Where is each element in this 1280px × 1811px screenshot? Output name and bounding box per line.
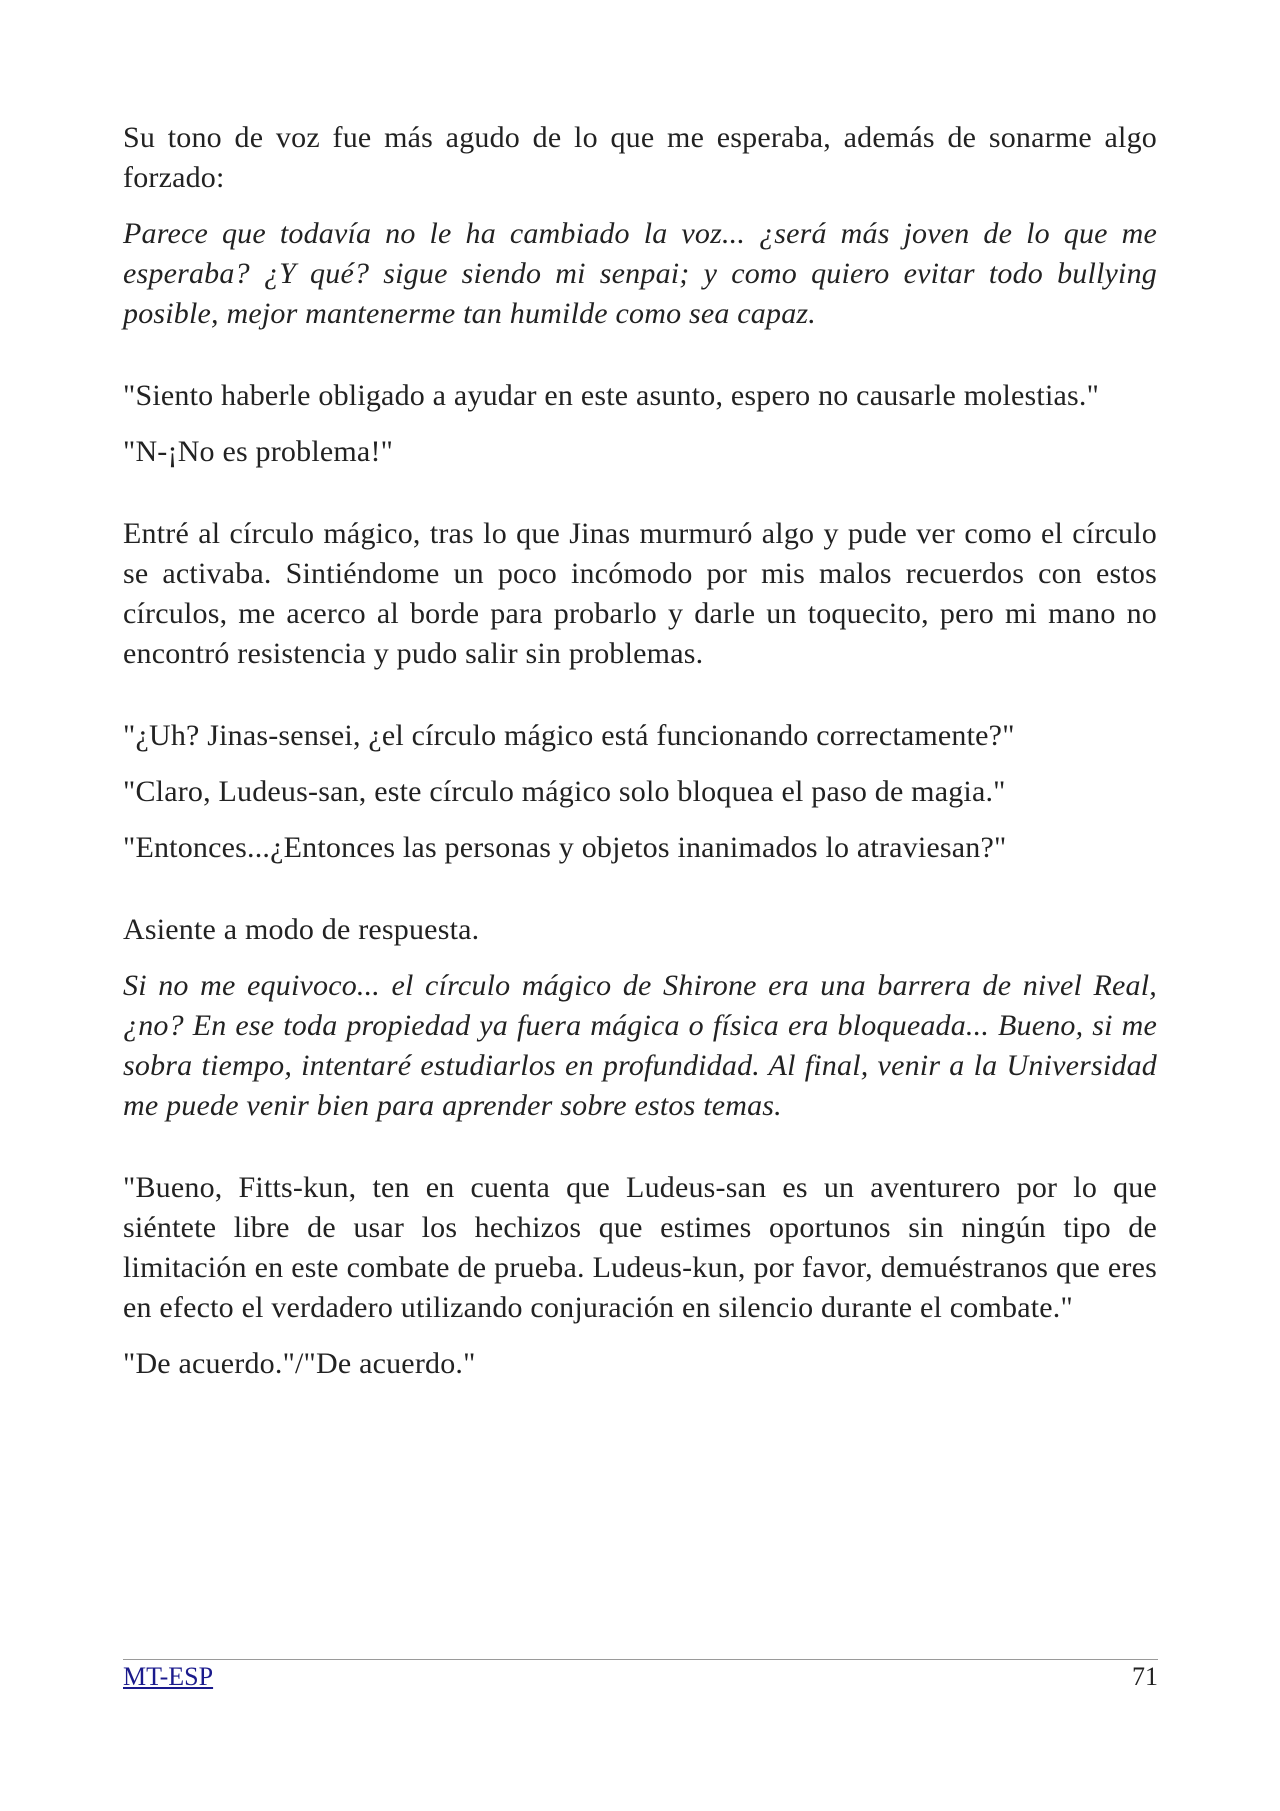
page-number: 71 bbox=[1132, 1662, 1158, 1691]
paragraph: Su tono de voz fue más agudo de lo que me esperaba, además de sonarme algo forzado: bbox=[123, 121, 1157, 194]
thought-paragraph: Parece que todavía no le ha cambiado la voz... ¿será más joven de lo que me esperaba? ¿Y qué? sigue siendo mi senpai; y como quiero evitar todo bullying posible, mejor mantenerme tan humilde como sea capaz. bbox=[123, 217, 1157, 330]
paragraph: Asiente a modo de respuesta. bbox=[123, 913, 480, 946]
thought-paragraph: Si no me equivoco... el círculo mágico de Shirone era una barrera de nivel Real, ¿no? En ese toda propiedad ya fuera mágica o física era bloqueada... Bueno, si me sobra tiempo, intentaré estudiarlos en profundidad. Al final, venir a la Universidad me puede venir bien para aprender sobre estos temas. bbox=[123, 969, 1157, 1122]
paragraph: Entré al círculo mágico, tras lo que Jinas murmuró algo y pude ver como el círculo se activaba. Sintiéndome un poco incómodo por mis malos recuerdos con estos círculos, me acerco al borde para probarlo y darle un toquecito, pero mi mano no encontró resistencia y pudo salir sin problemas. bbox=[123, 517, 1157, 670]
dialogue-line: "Entonces...¿Entonces las personas y objetos inanimados lo atraviesan?" bbox=[123, 831, 1007, 864]
page-body bbox=[123, 118, 1157, 1384]
dialogue-line: "¿Uh? Jinas-sensei, ¿el círculo mágico está funcionando correctamente?" bbox=[123, 719, 1015, 752]
dialogue-line: "Bueno, Fitts-kun, ten en cuenta que Ludeus-san es un aventurero por lo que siéntete libre de usar los hechizos que estimes oportunos sin ningún tipo de limitación en este combate de prueba. Ludeus-kun, por favor, demuéstranos que eres en efecto el verdadero utilizando conjuración en silencio durante el combate." bbox=[123, 1171, 1157, 1324]
dialogue-line: "Siento haberle obligado a ayudar en este asunto, espero no causarle molestias." bbox=[123, 379, 1100, 412]
footer-divider bbox=[123, 1659, 1158, 1660]
dialogue-line: "Claro, Ludeus-san, este círculo mágico solo bloquea el paso de magia." bbox=[123, 775, 1006, 808]
footer-site-link[interactable]: MT-ESP bbox=[123, 1662, 214, 1691]
dialogue-line: "De acuerdo."/"De acuerdo." bbox=[123, 1347, 476, 1380]
dialogue-line: "N-¡No es problema!" bbox=[123, 435, 394, 468]
